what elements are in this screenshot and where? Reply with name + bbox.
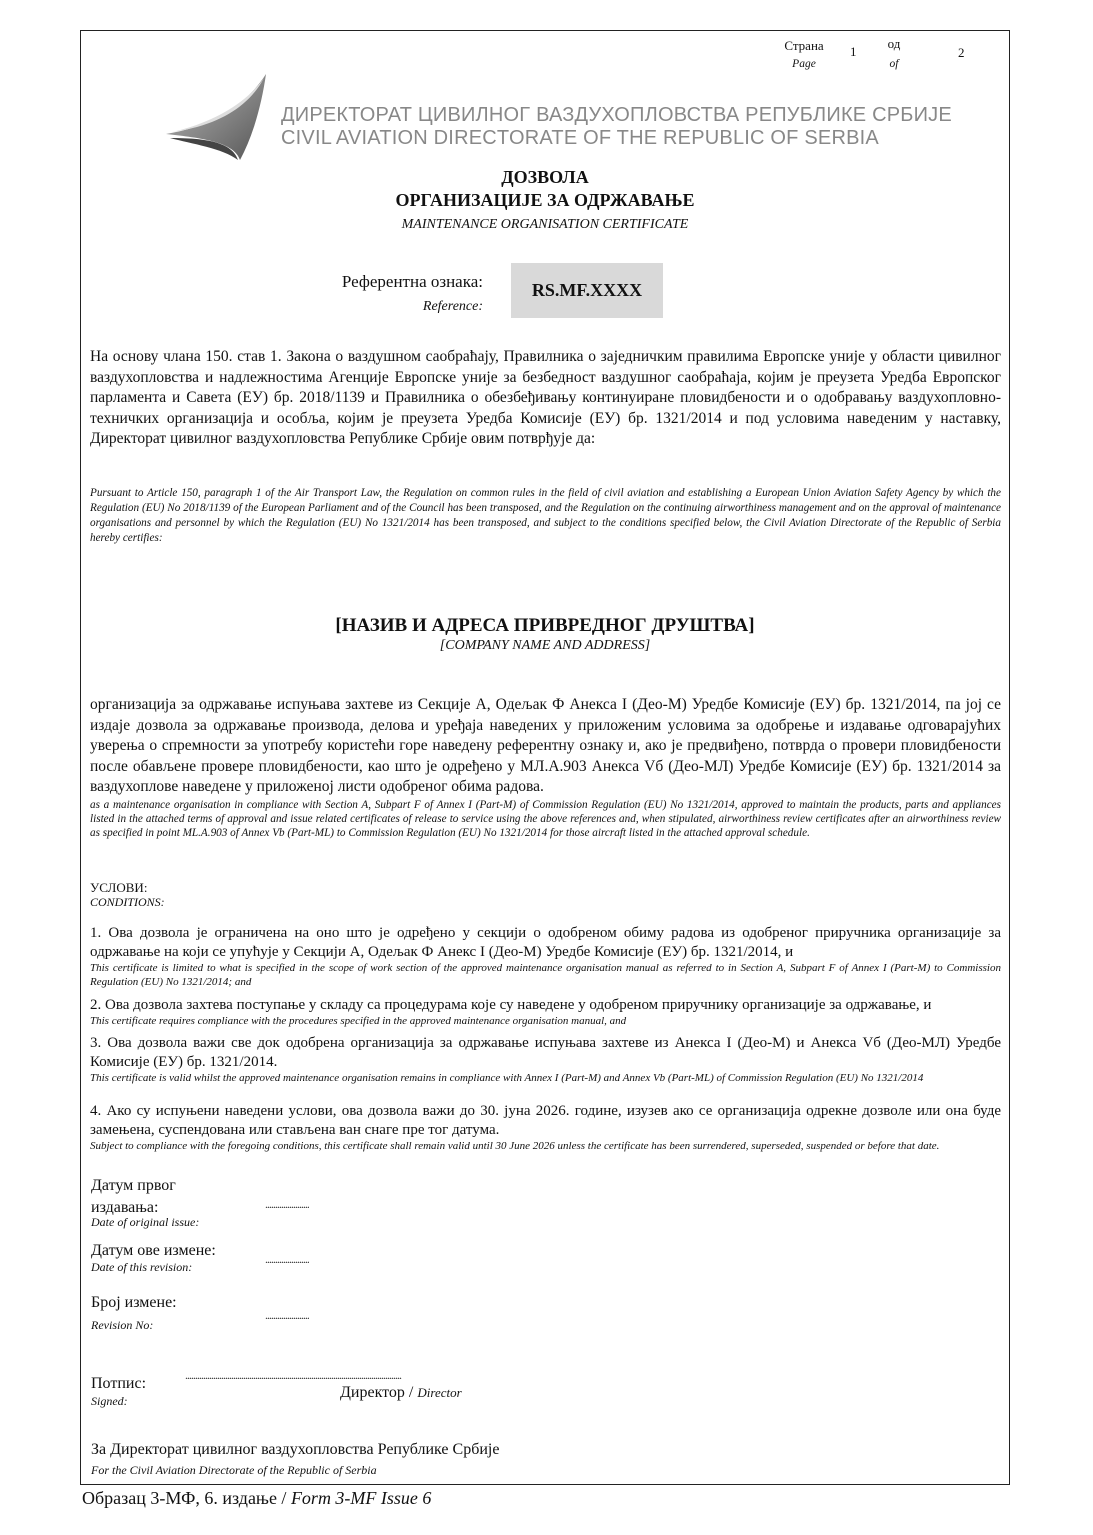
original-issue-label-en: Date of original issue: <box>91 1215 200 1229</box>
page-number: 1 <box>850 44 857 59</box>
for-cad-en: For the Civil Aviation Directorate of the Republic of Serbia <box>91 1463 377 1477</box>
reference-label: Референтна ознака: <box>341 272 483 291</box>
title-main: ДОЗВОЛА ОРГАНИЗАЦИЈЕ ЗА ОДРЖАВАЊЕ <box>395 167 695 210</box>
reference-label-en: Reference: <box>422 299 483 314</box>
intro-sr: На основу члана 150. став 1. Закона о ваздушном саобраћају, Правилника о заједничким правилима Европске уније у области цивилног ваздухопловства и надлежностима Агенције Европске уније за безбедност ваздушног саобраћаја, којим је преузета Уредба Европског парламента и Савета (ЕУ) бр. 2018/1139 и Правилника о обезбеђивању континуиране пловидбености и о одобравању ваздухопловно-техничких организација и особља, којим је преузета Уредба Комисије (ЕУ) бр. 1321/2014 и под условима наведеним у наставку, Директорат цивилног ваздухопловства Републике Србије овим потврђује да: <box>90 348 1001 447</box>
company-name: [НАЗИВ И АДРЕСА ПРИВРЕДНОГ ДРУШТВА] <box>335 615 755 636</box>
title-en: MAINTENANCE ORGANISATION CERTIFICATE <box>401 217 689 232</box>
condition-3: 3. Ова дозвола важи све док одобрена организација за одржавање испуњава захтеве из Анекса I (Део-М) и Анекса Vб (Део-МЛ) Уредбе Комисије (ЕУ) бр. 1321/2014. This certificate is valid whilst the approved maintenance organisation remains in compliance with Annex I (Part-M) and Annex Vb (Part-ML) of Commission Regulation (EU) No 1321/2014 <box>90 1035 1001 1084</box>
condition-2: 2. Ова дозвола захтева поступање у складу са процедурама које су наведене у одобреном приручнику организације за одржавање, и This certificate requires compliance with the procedures specified in the approved maintenance organisation manual, and <box>90 997 932 1027</box>
revision-date-value: ...................... <box>265 1252 309 1266</box>
for-cad: За Директорат цивилног ваздухопловства Републике Србије <box>91 1441 500 1458</box>
cad-serbia-logo-icon <box>162 72 272 164</box>
form-footer: Образац 3-МФ, 6. издање / Form 3-MF Issue 6 <box>82 1488 432 1508</box>
revision-date-label-en: Date of this revision: <box>91 1260 193 1274</box>
condition-4: 4. Ако су испуњени наведени услови, ова дозвола важи до 30. јуна 2026. године, изузев ако се организација одрекне дозволе или она буде замењена, суспендована или стављена ван снаге пре тог датума. Subject to compliance with the foregoing conditions, this certificate shall remain valid until 30 June 2026 unless the certificate has been surrendered, superseded, suspended or before that date. <box>90 1103 1001 1152</box>
conditions-heading-en: CONDITIONS: <box>90 895 165 909</box>
company-name-en: [COMPANY NAME AND ADDRESS] <box>439 638 651 653</box>
page-of-label: од of <box>887 36 901 70</box>
signed-label-en: Signed: <box>91 1394 128 1408</box>
conditions-heading: УСЛОВИ: <box>90 880 148 895</box>
reference-value: RS.MF.XXXX <box>511 263 663 318</box>
revision-no-value: ...................... <box>265 1308 309 1322</box>
page-label: Страна Page <box>784 38 824 70</box>
signed-label: Потпис: <box>91 1375 147 1392</box>
signature-line: ............................................................................................................ <box>185 1368 401 1382</box>
intro-en: Pursuant to Article 150, paragraph 1 of the Air Transport Law, the Regulation on common rules in the field of civil aviation and establishing a European Union Aviation Safety Agency by which the Regulation (EU) No 2018/1139 of the European Parliament and of the Council has been transposed, and the Regulation on the continuing airworthiness management and on the approval of maintenance organisations and personnel by which the Regulation (EU) No 1321/2014 has been transposed, and subject to the conditions specified below, the Civil Aviation Directorate of the Republic of Serbia hereby certifies: <box>90 487 1001 544</box>
compliance-sr: организација за одржавање испуњава захтеве из Секције А, Одељак Ф Анекса I (Део-М) Уредбе Комисије (ЕУ) бр. 1321/2014, па јој се издаје дозвола за одржавање производа, делова и уређаја наведених у приложеним условима за одобрење и издавање одговарајућих уверења о спремности за употребу користећи горе наведену референтну ознаку и, ако је предвиђено, потврда о провери пловидбености после обављене провере пловидбености, као што је одређено у МЛ.А.903 Анекса Vб (Део-МЛ) Уредбе Комисије (ЕУ) бр. 1321/2014 за ваздухоплове наведене у приложеној листи одобреног обима радова. <box>90 696 1001 795</box>
original-issue-label: Датум првог издавања: <box>91 1177 176 1216</box>
condition-1: 1. Ова дозвола је ограничена на оно што је одређено у секцији о одобреном обиму радова из одобреног приручника организације за одржавање на који се упућује у Секцији А, Одељак Ф Анекс I (Део-М) Уредбе Комисије (ЕУ) бр. 1321/2014, и This certificate is limited to what is specified in the scope of work section of the approved maintenance organisation manual as referred to in Section A, Subpart F of Annex I (Part-M) to Commission Regulation (EU) No 1321/2014; and <box>90 925 1001 988</box>
revision-no-label: Број измене: <box>91 1294 177 1311</box>
revision-date-label: Датум ове измене: <box>91 1242 216 1259</box>
org-name: ДИРЕКТОРАТ ЦИВИЛНОГ ВАЗДУХОПЛОВСТВА РЕПУБЛИКЕ СРБИЈЕ CIVIL AVIATION DIRECTORATE OF THE REPUBLIC OF SERBIA <box>281 104 952 149</box>
compliance-en: as a maintenance organisation in compliance with Section A, Subpart F of Annex I (Part-M) of Commission Regulation (EU) No 1321/2014, approved to maintain the products, parts and appliances listed in the attached terms of approval and issue related certificates of release to service using the above references and, when stipulated, airworthiness review certificates after an airworthiness review as specified in point ML.A.903 of Annex Vb (Part-ML) to Commission Regulation (EU) No 1321/2014 for those aircraft listed in the attached approval schedule. <box>90 799 1001 839</box>
original-issue-value: ...................... <box>265 1197 309 1211</box>
director-label: Директор / Director <box>340 1384 462 1401</box>
page-total: 2 <box>958 45 965 60</box>
revision-no-label-en: Revision No: <box>91 1318 154 1332</box>
